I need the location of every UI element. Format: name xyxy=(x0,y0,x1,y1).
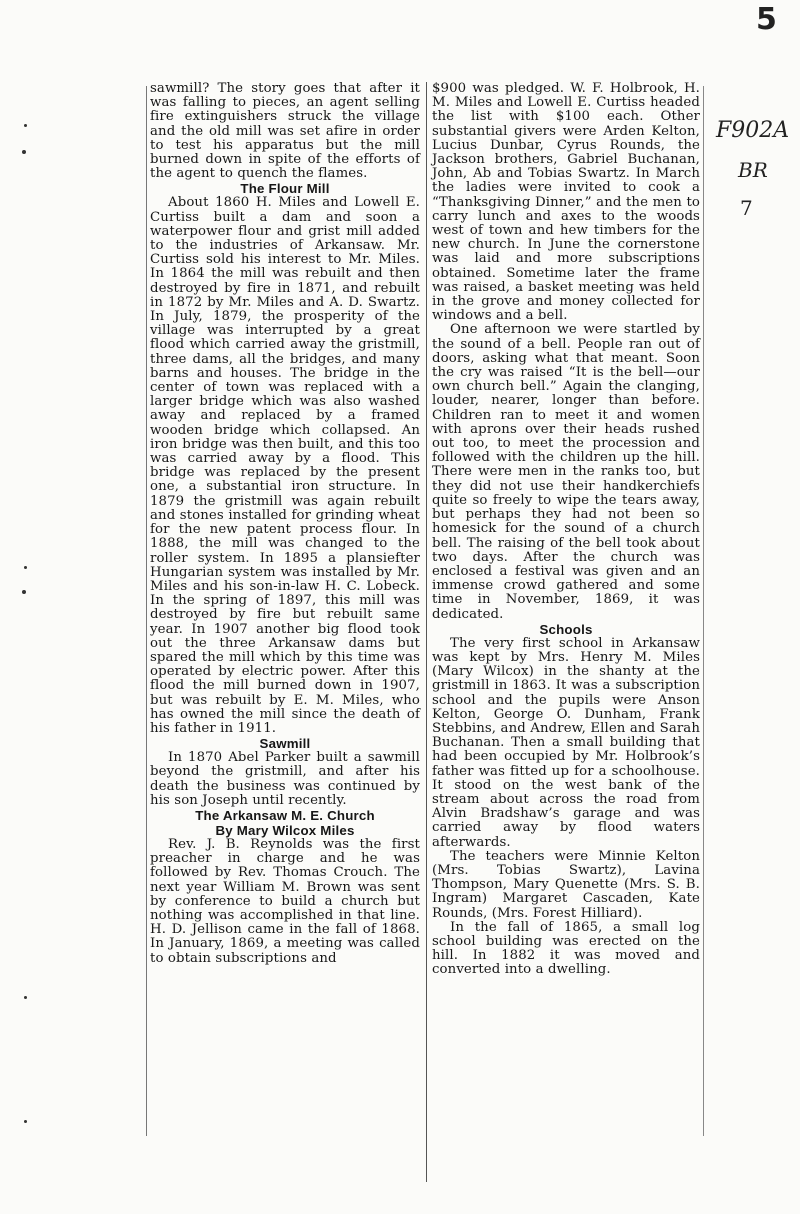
paragraph-church-pledges: $900 was pledged. W. F. Holbrook, H. M. Miles and Lowell E. Curtiss headed the list with $100 each. Other substantial givers were Arden Kelton, Lucius Dunbar, Cyrus Rounds, the Jackson brothers, Gabriel Buchanan, John, Ab and Tobias Swartz. In March the ladies were invited to cook a “Thanksgiving Dinner,” and the men to carry lunch and axes to the woods west of town and hew timbers for the new church. In June the cornerstone was laid and more subscriptions obtained. Sometime later the frame was raised, a basket meeting was held in the grove and money collected for windows and a bell. xyxy=(432,81,700,324)
handwritten-note-catalog: F902A xyxy=(716,118,790,143)
handwritten-note-number: 7 xyxy=(740,196,753,220)
column-border-right xyxy=(703,86,704,1136)
heading-schools: Schools xyxy=(539,621,593,637)
margin-mark xyxy=(22,590,26,594)
paragraph-church: Rev. J. B. Reynolds was the first preacher in charge and he was followed by Rev. Thomas Crouch. The next year William M. Brown was sent by conference to build a church but nothing was accomplished in that line. H. D. Jellison came in the fall of 1868. In January, 1869, a meeting was called to obtain subscriptions and xyxy=(150,836,420,966)
page-number: 5 xyxy=(756,2,777,37)
paragraph-sawmill: In 1870 Abel Parker built a sawmill beyond the gristmill, and after his death the business was continued by his son Joseph until recently. xyxy=(150,750,420,808)
heading-sawmill: Sawmill xyxy=(259,736,311,752)
paragraph-log-school: In the fall of 1865, a small log school building was erected on the hill. In 1882 it was moved and converted into a dwelling. xyxy=(432,919,700,978)
heading-church: The Arkansaw M. E. Church xyxy=(195,807,375,823)
column-border-left xyxy=(146,86,147,1136)
paragraph-sawmill-fire: sawmill? The story goes that after it was falling to pieces, an agent selling fire extinguishers struck the village and the old mill was set afire in order to test his apparatus but the mill burned down in spite of the efforts of the agent to quench the flames. xyxy=(150,81,420,182)
margin-mark xyxy=(24,124,27,127)
column-divider xyxy=(426,82,427,1182)
handwritten-note-initials: BR xyxy=(738,158,768,182)
paragraph-flour-mill: About 1860 H. Miles and Lowell E. Curtiss built a dam and soon a waterpower flour and grist mill added to the industries of Arkansaw. Mr. Curtiss sold his interest to Mr. Miles. In 1864 the mill was rebuilt and then destroyed by fire in 1871, and rebuilt in 1872 by Mr. Miles and A. D. Swartz. In July, 1879, the prosperity of the village was interrupted by a great flood which carried away the gristmill, three dams, all the bridges, and many barns and houses. The bridge in the center of town was replaced with a larger bridge which was also washed away and replaced by a framed wooden bridge which collapsed. An iron bridge was then built, and this too was carried away by a flood. This bridge was replaced by the present one, a substantial iron structure. In 1879 the gristmill was again rebuilt and stones installed for grinding wheat for the new patent process flour. In 1888, the mill was changed to the roller system. In 1895 a plansiefter Hungarian system was installed by Mr. Miles and his son-in-law H. C. Lobeck. In the spring of 1897, this mill was destroyed by fire but rebuilt same year. In 1907 another big flood took out the three Arkansaw dams but spared the mill which by this time was operated by electric power. After this flood the mill burned down in 1907, but was rebuilt by E. M. Miles, who has owned the mill since the death of his father in 1911. xyxy=(150,195,420,736)
margin-mark xyxy=(24,566,27,569)
heading-church-byline: By Mary Wilcox Miles xyxy=(215,822,355,838)
margin-mark xyxy=(24,996,27,999)
paragraph-first-school: The very first school in Arkansaw was kept by Mrs. Henry M. Miles (Mary Wilcox) in the shanty at the gristmill in 1863. It was a subscription school and the pupils were Anson Kelton, George O. Dunham, Frank Stebbins, and Andrew, Ellen and Sarah Buchanan. Then a small building that had been occupied by Mr. Holbrook’s father was fitted up for a schoolhouse. It stood on the west bank of the stream about across the road from Alvin Bradshaw’s garage and was carried away by flood waters afterwards. xyxy=(432,635,700,850)
paragraph-church-bell: One afternoon we were startled by the sound of a bell. People ran out of doors, asking what that meant. Soon the cry was raised “It is the bell—our own church bell.” Again the clanging, louder, nearer, longer than before. Children ran to meet it and women with aprons over their heads rushed out too, to meet the procession and followed with the children up the hill. There were men in the ranks too, but they did not use their handkerchiefs quite so freely to wipe the tears away, but perhaps they had not been so homesick for the sound of a church bell. The raising of the bell took about two days. After the church was enclosed a festival was given and an immense crowd gathered and some time in November, 1869, it was dedicated. xyxy=(432,322,700,622)
margin-mark xyxy=(22,150,26,154)
right-column xyxy=(432,82,700,978)
margin-mark xyxy=(24,1120,27,1123)
left-column xyxy=(150,82,420,966)
paragraph-teachers: The teachers were Minnie Kelton (Mrs. Tobias Swartz), Lavina Thompson, Mary Quenette (Mrs. S. B. Ingram) Margaret Cascaden, Kate Rounds, (Mrs. Forest Hilliard). xyxy=(432,848,700,921)
heading-flour-mill: The Flour Mill xyxy=(240,181,330,197)
